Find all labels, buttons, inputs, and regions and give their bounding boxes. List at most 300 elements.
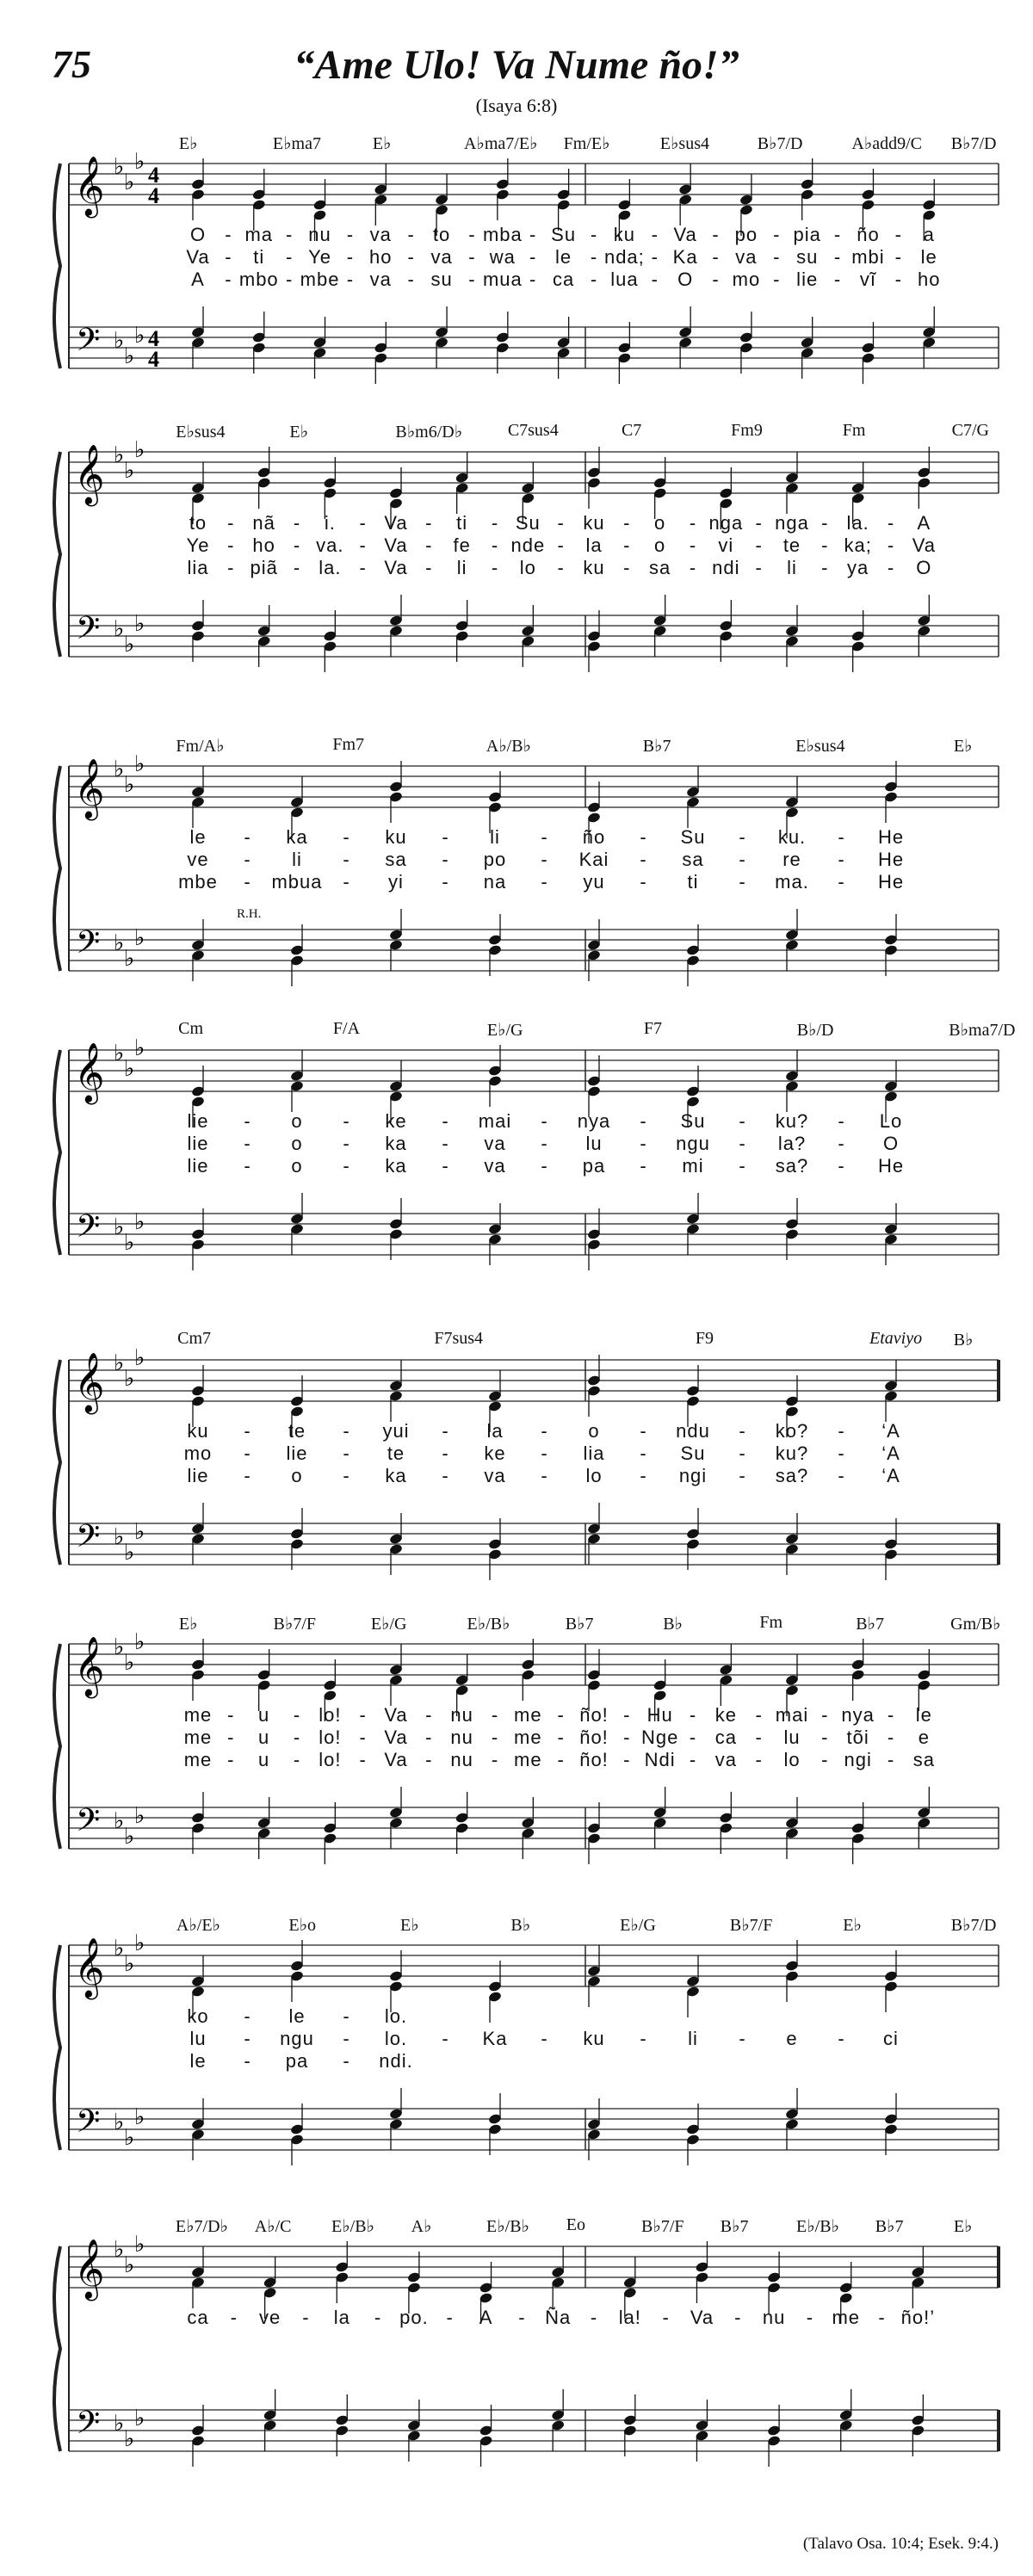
lyric-syllable: la [486, 1420, 504, 1442]
flat-sign-icon: ♭ [134, 2232, 145, 2258]
lyric-hyphen: - [343, 1420, 350, 1442]
lyric-hyphen: - [833, 246, 842, 268]
lyric-hyphen: - [442, 826, 449, 848]
lyric-hyphen: - [838, 1442, 845, 1464]
chord-symbol: Fm9 [731, 421, 763, 440]
lyric-hyphen: - [343, 1110, 350, 1132]
lyric-hyphen: - [623, 512, 631, 534]
lyric-hyphen: - [806, 2307, 814, 2328]
lyric-hyphen: - [739, 1110, 746, 1132]
lyric-syllable: la. [319, 557, 342, 578]
chord-symbol: Fm7 [332, 735, 365, 754]
lyric-syllable: Va [912, 534, 936, 556]
flat-sign-icon: ♭ [114, 2237, 125, 2263]
chord-symbol: F9 [695, 1329, 714, 1348]
lyric-syllable: va [430, 246, 453, 268]
lyric-syllable: lia [583, 1442, 605, 1464]
lyric-syllable: la. [846, 512, 869, 534]
lyric-hyphen: - [640, 826, 647, 848]
lyric-hyphen: - [343, 826, 350, 848]
lyric-syllable: lie [187, 1155, 209, 1177]
lyric-syllable: mo [183, 1442, 213, 1464]
lyric-syllable: a [923, 224, 935, 245]
lyric-syllable: pa [582, 1155, 606, 1177]
lyric-syllable: va [369, 269, 392, 290]
lyric-hyphen: - [491, 512, 499, 534]
lyric-syllable: nu [450, 1749, 473, 1770]
lyric-hyphen: - [833, 269, 842, 290]
lyric-syllable: ci [883, 2028, 899, 2049]
flat-sign-icon: ♭ [124, 1230, 135, 1256]
chord-symbol: E♭ [372, 134, 392, 153]
lyric-hyphen: - [838, 871, 845, 893]
chord-symbol: B♭7/D [757, 134, 803, 153]
lyric-hyphen: - [407, 224, 415, 245]
lyric-hyphen: - [541, 826, 548, 848]
lyric-hyphen: - [442, 1155, 449, 1177]
lyric-hyphen: - [821, 512, 829, 534]
lyric-hyphen: - [838, 826, 845, 848]
lyric-syllable: me [514, 1727, 542, 1748]
staff-graphics [0, 1325, 1033, 1609]
lyric-hyphen: - [442, 1133, 449, 1154]
lyric-hyphen: - [689, 1727, 697, 1748]
lyric-syllable: me [514, 1749, 542, 1770]
treble-clef-icon: 𝄞 [74, 1352, 105, 1412]
lyric-hyphen: - [838, 1155, 845, 1177]
chord-symbol: F/A [332, 1019, 361, 1038]
lyric-syllable: Ka [482, 2028, 508, 2049]
music-system [0, 732, 1033, 1016]
chord-symbol: B♭7/F [641, 2217, 684, 2236]
lyric-hyphen: - [739, 849, 746, 870]
bass-staff [69, 2410, 999, 2451]
lyric-hyphen: - [887, 512, 895, 534]
lyric-syllable: le [189, 2050, 207, 2072]
chord-symbol: B♭7 [856, 1615, 885, 1634]
lyric-syllable: O [189, 224, 207, 245]
lyric-hyphen: - [590, 224, 598, 245]
flat-sign-icon: ♭ [134, 925, 145, 951]
lyric-syllable: mbi [851, 246, 885, 268]
lyric-hyphen: - [227, 534, 235, 556]
lyric-hyphen: - [343, 1133, 350, 1154]
lyric-syllable: Va [384, 1749, 408, 1770]
lyric-hyphen: - [442, 871, 449, 893]
lyric-hyphen: - [227, 1727, 235, 1748]
lyric-hyphen: - [293, 1749, 301, 1770]
flat-sign-icon: ♭ [124, 1824, 135, 1850]
lyric-hyphen: - [343, 1465, 350, 1486]
lyric-hyphen: - [623, 1749, 631, 1770]
lyric-syllable: nda; [603, 246, 645, 268]
lyric-syllable: ka [286, 826, 308, 848]
lyric-syllable: nya [841, 1704, 875, 1726]
flat-sign-icon: ♭ [134, 149, 145, 175]
bass-clef-icon: 𝄢 [76, 1518, 101, 1562]
staff-graphics [0, 417, 1033, 701]
flat-sign-icon: ♭ [134, 2104, 145, 2130]
lyric-syllable: o [588, 1420, 600, 1442]
lyric-syllable: Su [515, 512, 541, 534]
chord-symbol: E♭ [399, 1916, 419, 1935]
chord-symbol: E♭sus4 [659, 134, 709, 153]
lyric-hyphen: - [285, 269, 294, 290]
lyric-syllable: me [514, 1704, 542, 1726]
lyric-syllable: li [787, 557, 797, 578]
lyric-hyphen: - [491, 1704, 499, 1726]
lyric-syllable: lo [783, 1749, 801, 1770]
lyric-syllable: Hu [646, 1704, 673, 1726]
lyric-syllable: le [189, 826, 207, 848]
lyric-syllable: ño! [579, 1727, 609, 1748]
bass-staff [69, 930, 999, 971]
lyric-syllable: me [183, 1749, 213, 1770]
lyric-syllable: ku [187, 1420, 209, 1442]
lyric-hyphen: - [491, 1749, 499, 1770]
lyric-hyphen: - [640, 1155, 647, 1177]
lyric-hyphen: - [821, 557, 829, 578]
lyric-syllable: He [877, 871, 905, 893]
hymn-title: “Ame Ulo! Va Nume ño!” [294, 42, 739, 88]
lyric-hyphen: - [244, 871, 251, 893]
lyric-hyphen: - [343, 2005, 350, 2027]
staff-graphics [0, 1911, 1033, 2195]
lyric-syllable: nde [510, 534, 546, 556]
lyric-hyphen: - [689, 1749, 697, 1770]
lyric-hyphen: - [346, 224, 355, 245]
chord-symbol: Fm [842, 421, 866, 440]
chord-symbol: B♭7/D [950, 134, 997, 153]
lyric-syllable: Ye [186, 534, 210, 556]
lyric-syllable: ‘A [881, 1442, 900, 1464]
lyric-syllable: ku [613, 224, 635, 245]
chord-symbol: E♭/B♭ [331, 2217, 374, 2236]
time-signature-bottom: 4 [148, 347, 159, 372]
lyric-syllable: mbua [271, 871, 323, 893]
lyric-syllable: ti [687, 871, 699, 893]
lyric-syllable: sa [912, 1749, 935, 1770]
lyric-hyphen: - [894, 246, 903, 268]
lyric-hyphen: - [755, 1704, 763, 1726]
lyric-syllable: va [714, 1749, 737, 1770]
lyric-syllable: me [832, 2307, 860, 2328]
chord-symbol: B♭7 [875, 2217, 904, 2236]
lyric-syllable: Va [384, 1704, 408, 1726]
lyric-syllable: la [585, 534, 603, 556]
lyric-hyphen: - [894, 269, 903, 290]
lyric-syllable: o [291, 1465, 303, 1486]
flat-sign-icon: ♭ [124, 343, 135, 369]
lyric-syllable: Lo [879, 1110, 903, 1132]
lyric-syllable: sa? [775, 1465, 809, 1486]
chord-symbol: E♭ma7 [272, 134, 321, 153]
time-signature-top: 4 [148, 163, 159, 188]
lyric-hyphen: - [739, 1442, 746, 1464]
bass-clef-icon: 𝄢 [76, 2405, 101, 2449]
lyric-hyphen: - [640, 1465, 647, 1486]
lyric-hyphen: - [640, 1442, 647, 1464]
flat-sign-icon: ♭ [134, 1345, 145, 1371]
lyric-syllable: lo. [384, 2005, 408, 2027]
footer-reference: (Talavo Osa. 10:4; Esek. 9:4.) [802, 2535, 999, 2553]
scripture-reference: (Isaya 6:8) [475, 95, 558, 116]
lyric-syllable: lie [187, 1133, 209, 1154]
flat-sign-icon: ♭ [114, 1936, 125, 1961]
music-system [0, 1325, 1033, 1609]
treble-staff [69, 2246, 999, 2288]
lyric-hyphen: - [623, 534, 631, 556]
lyric-syllable: ke [484, 1442, 506, 1464]
chord-symbol: B♭7 [642, 737, 671, 756]
lyric-hyphen: - [541, 1420, 548, 1442]
treble-clef-icon: 𝄞 [74, 1636, 105, 1696]
lyric-syllable: ca [187, 2307, 209, 2328]
lyric-syllable: ku [583, 557, 605, 578]
chord-symbol: B♭ [953, 1331, 974, 1350]
flat-sign-icon: ♭ [134, 1629, 145, 1655]
chord-symbol: E♭/G [620, 1916, 656, 1935]
lyric-syllable: su [430, 269, 453, 290]
lyric-syllable: ke [714, 1704, 737, 1726]
lyric-syllable: Su [551, 224, 577, 245]
flat-sign-icon: ♭ [134, 2406, 145, 2431]
lyric-hyphen: - [557, 512, 565, 534]
flat-sign-icon: ♭ [114, 2411, 125, 2437]
lyric-syllable: ngi [844, 1749, 872, 1770]
lyric-syllable: nya [577, 1110, 611, 1132]
flat-sign-icon: ♭ [124, 946, 135, 972]
lyric-hyphen: - [359, 512, 367, 534]
treble-clef-icon: 𝄞 [74, 1042, 105, 1103]
lyric-hyphen: - [230, 2307, 238, 2328]
chord-symbol: Eo [566, 2215, 585, 2234]
lyric-syllable: lie [286, 1442, 308, 1464]
chord-symbol: B♭ [663, 1615, 684, 1634]
flat-sign-icon: ♭ [114, 1041, 125, 1066]
chord-symbol: C7/G [951, 421, 990, 440]
lyric-syllable: ho [917, 269, 941, 290]
treble-staff [69, 164, 999, 205]
chord-symbol: Cm [178, 1019, 204, 1038]
lyric-hyphen: - [343, 1442, 350, 1464]
lyric-syllable: e [786, 2028, 798, 2049]
lyric-syllable: su [796, 246, 819, 268]
chord-symbol: E♭7/D♭ [175, 2217, 228, 2236]
chord-symbol: A♭add9/C [851, 134, 922, 153]
bass-clef-icon: 𝄢 [76, 924, 101, 968]
flat-sign-icon: ♭ [114, 154, 125, 180]
lyric-hyphen: - [468, 269, 476, 290]
lyric-syllable: li [688, 2028, 698, 2049]
chord-symbol: B♭7/D [950, 1916, 997, 1935]
lyric-hyphen: - [293, 1704, 301, 1726]
flat-sign-icon: ♭ [134, 1803, 145, 1829]
lyric-hyphen: - [293, 1727, 301, 1748]
lyric-hyphen: - [244, 1133, 251, 1154]
chord-symbol: E♭ [843, 1916, 862, 1935]
lyric-syllable: na [483, 871, 507, 893]
lyric-hyphen: - [541, 1110, 548, 1132]
lyric-syllable: fe [453, 534, 471, 556]
chord-symbol: A♭/E♭ [176, 1916, 220, 1935]
lyric-syllable: ti [456, 512, 468, 534]
lyric-syllable: ño!’ [900, 2307, 936, 2328]
lyric-hyphen: - [689, 557, 697, 578]
lyric-syllable: Ña [545, 2307, 572, 2328]
lyric-hyphen: - [623, 1727, 631, 1748]
lyric-hyphen: - [425, 557, 433, 578]
lyric-syllable: Ye [308, 246, 331, 268]
flat-sign-icon: ♭ [134, 323, 145, 349]
chord-symbol: E♭/G [370, 1615, 407, 1634]
lyric-syllable: lie [796, 269, 819, 290]
lyric-syllable: mai [478, 1110, 512, 1132]
lyric-syllable: ku? [775, 1442, 809, 1464]
lyric-syllable: mbe [178, 871, 218, 893]
lyric-syllable: nã [252, 512, 275, 534]
flat-sign-icon: ♭ [134, 1209, 145, 1235]
lyric-syllable: mbe [300, 269, 340, 290]
chord-symbol: E♭o [288, 1916, 317, 1935]
lyric-hyphen: - [739, 2028, 746, 2049]
lyric-syllable: pa [285, 2050, 309, 2072]
time-signature-bottom: 4 [148, 183, 159, 208]
lyric-syllable: lo! [319, 1727, 342, 1748]
lyric-syllable: lu [189, 2028, 207, 2049]
lyric-syllable: o [654, 534, 666, 556]
lyric-syllable: o [654, 512, 666, 534]
lyric-hyphen: - [838, 2028, 845, 2049]
lyric-hyphen: - [651, 269, 659, 290]
chord-symbol: E♭ [953, 737, 973, 756]
flat-sign-icon: ♭ [114, 1350, 125, 1376]
chord-symbol: C7sus4 [507, 421, 559, 440]
right-hand-marking: R.H. [237, 907, 262, 921]
lyric-syllable: wa [489, 246, 516, 268]
flat-sign-icon: ♭ [124, 1951, 135, 1977]
lyric-syllable: nu [762, 2307, 786, 2328]
chord-symbol: Fm/E♭ [563, 134, 610, 153]
music-system [0, 2212, 1033, 2496]
lyric-hyphen: - [346, 269, 355, 290]
flat-sign-icon: ♭ [124, 1540, 135, 1566]
lyric-syllable: te [387, 1442, 405, 1464]
lyric-syllable: nga [775, 512, 809, 534]
lyric-syllable: va [484, 1465, 506, 1486]
lyric-syllable: po. [399, 2307, 429, 2328]
lyric-hyphen: - [557, 1727, 565, 1748]
lyric-syllable: lu [783, 1727, 801, 1748]
lyric-syllable: ve [187, 849, 209, 870]
lyric-syllable: mua [482, 269, 523, 290]
flat-sign-icon: ♭ [134, 437, 145, 463]
lyric-hyphen: - [491, 557, 499, 578]
lyric-hyphen: - [468, 246, 476, 268]
bass-staff [69, 1523, 999, 1565]
lyric-hyphen: - [343, 849, 350, 870]
bass-staff [69, 1214, 999, 1255]
chord-symbol: A♭/C [254, 2217, 292, 2236]
flat-sign-icon: ♭ [124, 458, 135, 484]
lyric-hyphen: - [640, 1133, 647, 1154]
chord-symbol: E♭ [289, 423, 309, 442]
flat-sign-icon: ♭ [114, 616, 125, 642]
flat-sign-icon: ♭ [124, 772, 135, 798]
lyric-syllable: o [291, 1110, 303, 1132]
lyric-syllable: ko? [775, 1420, 809, 1442]
lyric-hyphen: - [640, 2028, 647, 2049]
lyric-hyphen: - [359, 1704, 367, 1726]
lyric-syllable: lo! [319, 1704, 342, 1726]
lyric-hyphen: - [359, 1727, 367, 1748]
lyric-hyphen: - [712, 246, 720, 268]
lyric-hyphen: - [590, 2307, 598, 2328]
lyric-hyphen: - [244, 1442, 251, 1464]
chord-symbol: B♭/D [796, 1021, 834, 1040]
flat-sign-icon: ♭ [134, 1519, 145, 1545]
lyric-hyphen: - [244, 2028, 251, 2049]
lyric-syllable: ke [385, 1110, 407, 1132]
lyric-syllable: va. [316, 534, 344, 556]
lyric-syllable: le [915, 1704, 932, 1726]
lyric-syllable: ku? [775, 1110, 809, 1132]
treble-staff [69, 1945, 999, 1986]
flat-sign-icon: ♭ [124, 2252, 135, 2278]
lyric-syllable: ño! [579, 1749, 609, 1770]
chord-symbol: Fm [759, 1613, 783, 1632]
chord-symbol: F7sus4 [434, 1329, 484, 1348]
lyric-syllable: sa [682, 849, 704, 870]
lyric-hyphen: - [821, 1704, 829, 1726]
lyric-hyphen: - [541, 849, 548, 870]
lyric-hyphen: - [887, 534, 895, 556]
lyric-syllable: po [483, 849, 507, 870]
lyric-hyphen: - [689, 534, 697, 556]
lyric-syllable: piã [250, 557, 278, 578]
lyric-hyphen: - [541, 1465, 548, 1486]
lyric-hyphen: - [833, 224, 842, 245]
lyric-hyphen: - [838, 1133, 845, 1154]
lyric-syllable: ño [582, 826, 606, 848]
flat-sign-icon: ♭ [124, 1366, 135, 1392]
lyric-hyphen: - [590, 246, 598, 268]
lyric-syllable: le [555, 246, 572, 268]
lyric-syllable: Va [384, 534, 408, 556]
lyric-hyphen: - [468, 224, 476, 245]
lyric-hyphen: - [739, 871, 746, 893]
lyric-hyphen: - [442, 1110, 449, 1132]
lyric-hyphen: - [225, 246, 232, 268]
lyric-syllable: O [677, 269, 694, 290]
lyric-hyphen: - [442, 849, 449, 870]
lyric-syllable: Va [384, 557, 408, 578]
chord-symbol: B♭ma7/D [949, 1021, 1016, 1040]
lyric-syllable: u [258, 1749, 270, 1770]
lyric-syllable: mo [732, 269, 761, 290]
lyric-hyphen: - [227, 1749, 235, 1770]
bass-clef-icon: 𝄢 [76, 322, 101, 366]
lyric-syllable: Nge [640, 1727, 679, 1748]
lyric-syllable: te [782, 534, 801, 556]
lyric-syllable: to [432, 224, 451, 245]
lyric-hyphen: - [293, 557, 301, 578]
chord-symbol: E♭/B♭ [796, 2217, 839, 2236]
lyric-hyphen: - [285, 246, 294, 268]
lyric-syllable: ya [847, 557, 869, 578]
lyric-syllable: yi [388, 871, 404, 893]
lyric-syllable: o [291, 1133, 303, 1154]
